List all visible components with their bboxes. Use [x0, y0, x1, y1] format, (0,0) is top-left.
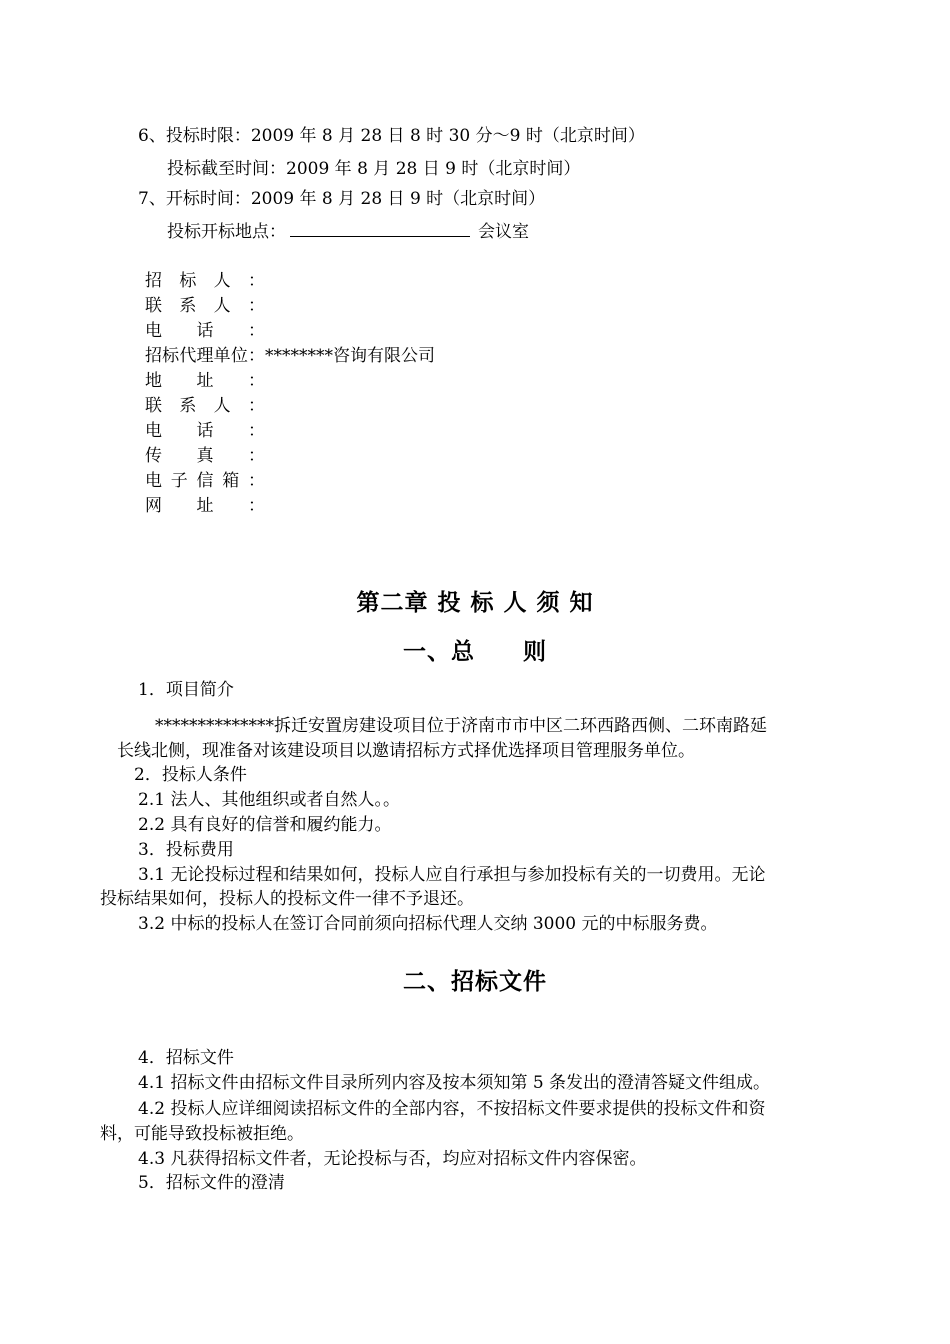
item-3-2: 3.2 中标的投标人在签订合同前须向招标代理人交纳 3000 元的中标服务费。 — [138, 914, 718, 934]
item-6-bid-time-limit: 6、投标时限：2009 年 8 月 28 日 8 时 30 分～9 时（北京时间） — [138, 126, 645, 146]
item-4-2-line-1: 4.2 投标人应详细阅读招标文件的全部内容，不按招标文件要求提供的投标文件和资 — [138, 1099, 766, 1119]
contact-label: 电话： — [145, 421, 265, 441]
contact-label: 联系人： — [145, 396, 265, 416]
bid-deadline: 投标截至时间：2009 年 8 月 28 日 9 时（北京时间） — [167, 159, 581, 179]
contact-row-email — [145, 470, 265, 492]
item-4-2-line-2: 料，可能导致投标被拒绝。 — [100, 1124, 304, 1144]
item-4-head: 4．招标文件 — [138, 1048, 234, 1068]
item-1-text-line-2: 长线北侧，现准备对该建设项目以邀请招标方式择优选择项目管理服务单位。 — [117, 741, 695, 761]
contact-label: 地址： — [145, 371, 265, 391]
contact-row-fax — [145, 445, 265, 467]
item-5-head: 5．招标文件的澄清 — [138, 1173, 285, 1193]
contact-label: 电话： — [145, 321, 265, 341]
item-2-2: 2.2 具有良好的信誉和履约能力。 — [138, 815, 392, 835]
section-1-title: 一、总 则 — [403, 639, 547, 665]
contact-row-website — [145, 495, 265, 517]
item-7-opening-time: 7、开标时间：2009 年 8 月 28 日 9 时（北京时间） — [138, 189, 546, 209]
contact-label: 联系人： — [145, 296, 265, 316]
contact-row-agency — [145, 345, 435, 367]
item-3-head: 3．投标费用 — [138, 840, 234, 860]
contact-label: 电子信箱： — [145, 471, 265, 491]
item-2-1: 2.1 法人、其他组织或者自然人。。 — [138, 790, 400, 810]
contact-row-tenderer — [145, 270, 265, 292]
chapter-title: 第二章 投 标 人 须 知 — [356, 590, 594, 616]
contact-row-phone — [145, 320, 265, 342]
contact-row-contact-person-2 — [145, 395, 265, 417]
item-3-1-line-2: 投标结果如何，投标人的投标文件一律不予退还。 — [100, 889, 474, 909]
venue-label: 投标开标地点： — [167, 222, 286, 242]
bid-opening-venue — [167, 221, 529, 243]
item-4-1: 4.1 招标文件由招标文件目录所列内容及按本须知第 5 条发出的澄清答疑文件组成。 — [138, 1073, 771, 1093]
contact-value: ********咨询有限公司 — [265, 346, 435, 366]
contact-label: 招标人： — [145, 271, 265, 291]
item-3-1-line-1: 3.1 无论投标过程和结果如何，投标人应自行承担与参加投标有关的一切费用。无论 — [138, 865, 766, 885]
section-2-title: 二、招标文件 — [403, 969, 547, 995]
contact-row-contact-person — [145, 295, 265, 317]
contact-row-phone-2 — [145, 420, 265, 442]
item-2-head: 2．投标人条件 — [134, 765, 247, 785]
venue-value: 会议室 — [478, 222, 529, 242]
contact-label: 网址： — [145, 496, 265, 516]
item-4-3: 4.3 凡获得招标文件者，无论投标与否，均应对招标文件内容保密。 — [138, 1149, 647, 1169]
contact-label: 传真： — [145, 446, 265, 466]
venue-blank-line — [290, 222, 470, 237]
contact-label: 招标代理单位： — [145, 346, 265, 366]
item-1-text-line-1: **************拆迁安置房建设项目位于济南市市中区二环西路西侧、二环南路延 — [155, 716, 767, 736]
contact-row-address — [145, 370, 265, 392]
item-1-head: 1．项目简介 — [138, 680, 234, 700]
